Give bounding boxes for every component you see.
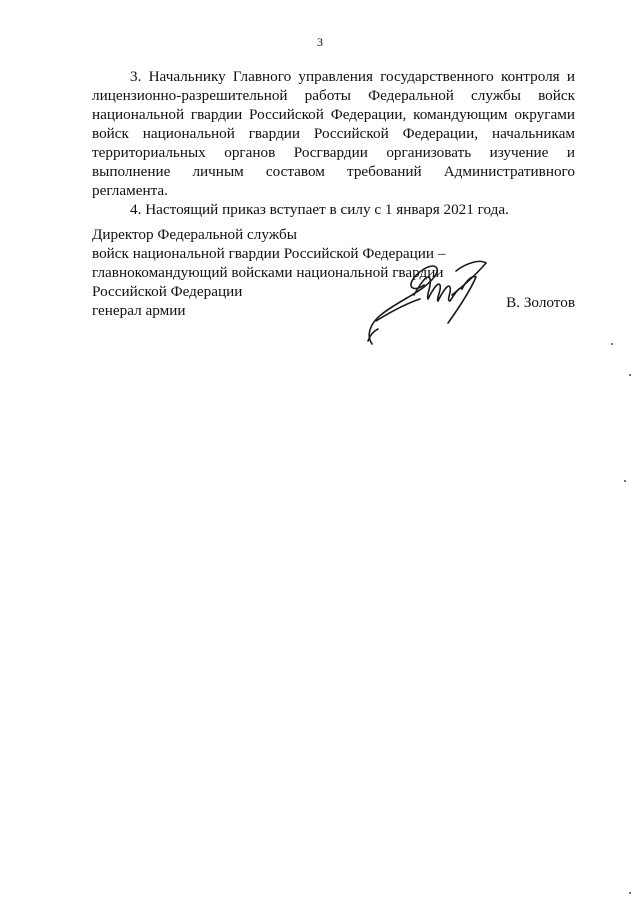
- signer-rank: генерал армии: [92, 302, 186, 319]
- scan-speck: [629, 374, 631, 376]
- handwritten-signature: [356, 251, 490, 345]
- page-number: 3: [317, 35, 323, 49]
- scan-speck: [624, 480, 626, 482]
- signer-title-line-1: Директор Федеральной службы: [92, 226, 297, 243]
- scan-speck: [611, 343, 613, 345]
- signer-name: В. Золотов: [506, 294, 575, 311]
- paragraph-4: 4. Настоящий приказ вступает в силу с 1 января 2021 года.: [130, 201, 509, 218]
- document-body: [92, 67, 575, 219]
- signer-title-line-3: главнокомандующий войсками национальной гвардии: [92, 264, 444, 281]
- signer-title-line-2: войск национальной гвардии Российской Федерации –: [92, 245, 446, 262]
- signer-title-line-4: Российской Федерации: [92, 283, 243, 300]
- scan-speck: [629, 892, 631, 894]
- paragraph-3: 3. Начальнику Главного управления государственного контроля и лицензионно-разрешительной работы Федеральной службы войск национальной гвардии Российской Федерации, командующим округами войск национальной гвардии Российской Федерации, начальникам территориальных органов Росгвардии организовать изучение и выполнение личным составом требований Административного регламента.: [92, 68, 575, 199]
- signature-block: [92, 225, 575, 320]
